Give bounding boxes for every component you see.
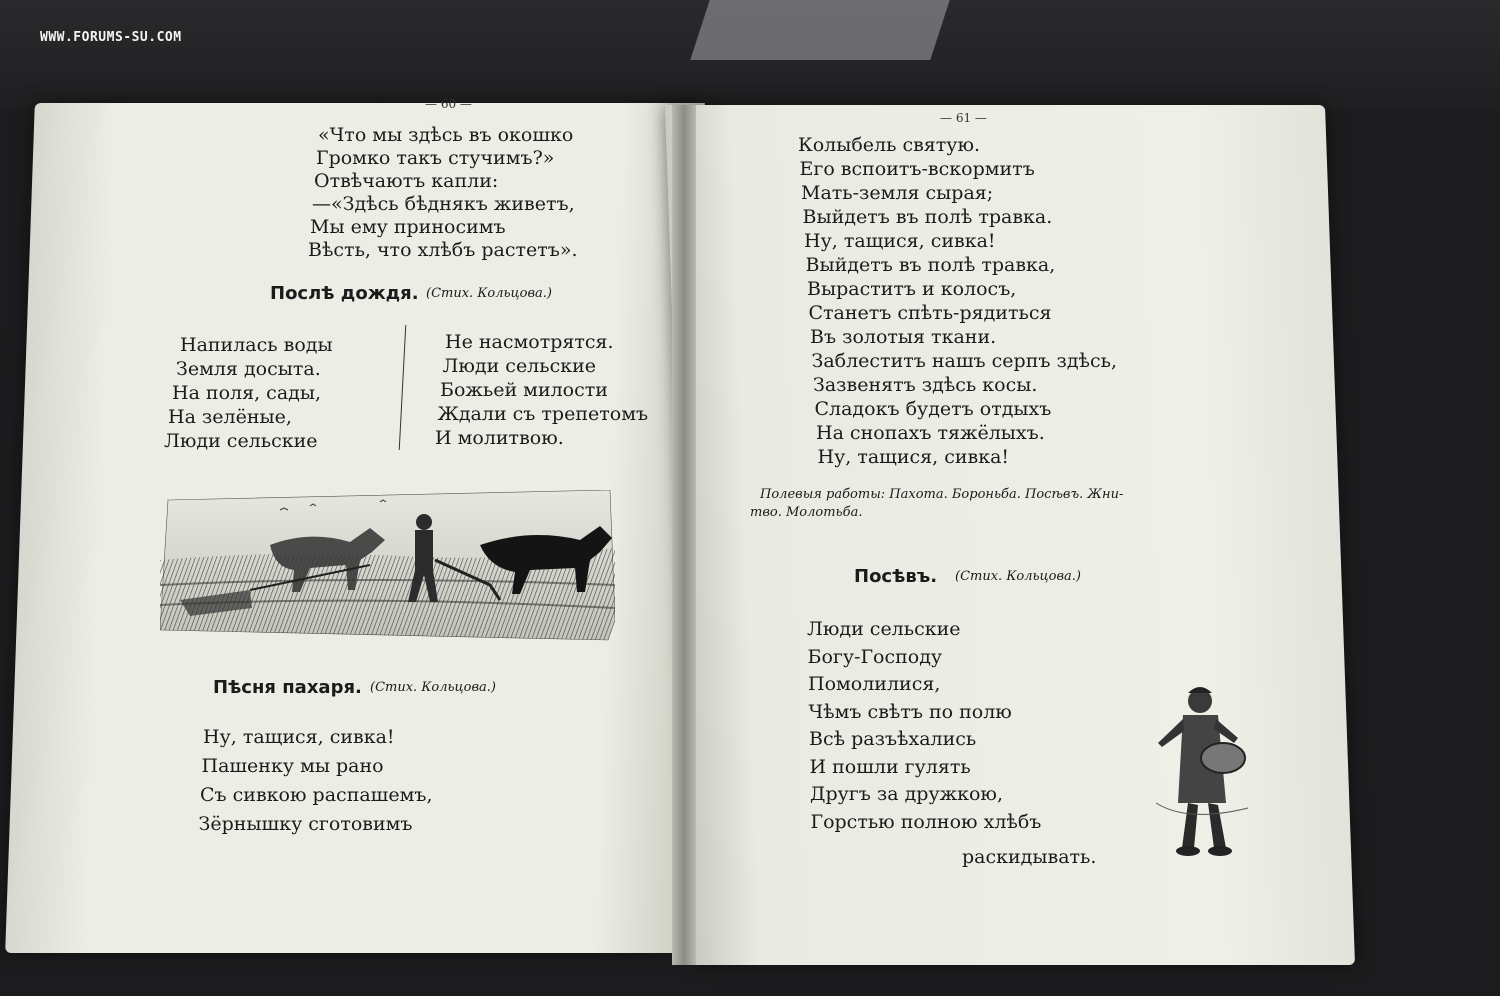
- background-paper: [690, 0, 949, 60]
- verse-line: Божьей милости: [440, 379, 608, 401]
- verse-line: —«Здѣсь бѣднякъ живетъ,: [312, 193, 575, 215]
- verse-line: Пашенку мы рано: [201, 755, 384, 777]
- watermark: WWW.FORUMS-SU.COM: [40, 30, 182, 45]
- verse-line: И молитвою.: [435, 427, 564, 449]
- verse-line: Зёрнышку сготовимъ: [198, 813, 413, 835]
- verse-line: Зазвенятъ здѣсь косы.: [813, 374, 1038, 396]
- verse-line: Другъ за дружкою,: [810, 783, 1004, 805]
- right-page-number: — 61 —: [940, 111, 987, 125]
- verse-line: Его вспоитъ-вскормитъ: [799, 158, 1035, 180]
- verse-line: Горстью полною хлѣбъ: [810, 810, 1042, 833]
- verse-line: Ну, тащися, сивка!: [817, 446, 1010, 468]
- verse-line: И пошли гулять: [809, 755, 971, 778]
- verse-line: Не насмотрятся.: [445, 331, 614, 353]
- left-author-2: (Стих. Кольцова.): [370, 680, 496, 695]
- verse-line: Всѣ разъѣхались: [809, 728, 977, 750]
- verse-line: На зелёные,: [168, 406, 292, 428]
- book-spine: [672, 105, 696, 965]
- left-title-1: Послѣ дождя.: [270, 283, 419, 304]
- verse-line: Ну, тащися, сивка!: [203, 726, 395, 748]
- left-title-2: Пѣсня пахаря.: [213, 677, 362, 698]
- verse-line: Люди сельские: [807, 618, 961, 640]
- verse-line: Мать-земля сырая;: [801, 182, 994, 204]
- verse-line: Станетъ спѣть-рядиться: [808, 302, 1052, 324]
- verse-line: На снопахъ тяжёлыхъ.: [816, 422, 1045, 444]
- verse-line: Напилась воды: [180, 334, 333, 356]
- verse-line: Чѣмъ свѣтъ по полю: [808, 700, 1012, 723]
- verse-line: Люди сельские: [442, 355, 597, 377]
- right-title-3: Посѣвъ.: [854, 566, 938, 587]
- plowman-illustration: [160, 490, 615, 642]
- verse-line: Земля досыта.: [176, 358, 321, 380]
- left-page-number: — 60 —: [425, 97, 472, 111]
- verse-line: Сладокъ будетъ отдыхъ: [814, 398, 1052, 420]
- verse-line: Люди сельские: [164, 430, 318, 452]
- sower-illustration: [1148, 683, 1258, 863]
- verse-line: Ну, тащися, сивка!: [804, 230, 996, 252]
- verse-line: Громко такъ стучимъ?»: [316, 147, 555, 169]
- verse-line: Вѣсть, что хлѣбъ растетъ».: [308, 239, 578, 261]
- verse-line: Мы ему приносимъ: [310, 216, 506, 238]
- open-book: [20, 85, 1350, 985]
- right-note-line-2: тво. Молотьба.: [750, 505, 863, 520]
- verse-line: «Что мы здѣсь въ окошко: [318, 124, 574, 146]
- verse-line: Выйдетъ въ полѣ травка,: [805, 254, 1056, 276]
- verse-line: Съ сивкою распашемъ,: [200, 784, 433, 806]
- verse-line: Въ золотыя ткани.: [810, 326, 997, 348]
- verse-line: Помолилися,: [808, 673, 941, 695]
- right-last-line: раскидывать.: [962, 846, 1097, 868]
- verse-line: Отвѣчаютъ капли:: [314, 170, 499, 192]
- left-author-1: (Стих. Кольцова.): [426, 286, 552, 301]
- right-author-3: (Стих. Кольцова.): [955, 569, 1081, 584]
- verse-line: Богу-Господу: [807, 645, 943, 668]
- verse-line: На поля, сады,: [172, 382, 322, 404]
- verse-line: Выйдетъ въ полѣ травка.: [802, 206, 1053, 228]
- verse-line: Выраститъ и колосъ,: [807, 278, 1017, 300]
- verse-line: Колыбель святую.: [798, 134, 981, 156]
- right-note-line-1: Полевыя работы: Пахота. Бороньба. Посѣвъ. Жни-: [760, 487, 1124, 502]
- verse-line: Заблеститъ нашъ серпъ здѣсь,: [811, 350, 1118, 372]
- verse-line: Ждали съ трепетомъ: [437, 403, 649, 425]
